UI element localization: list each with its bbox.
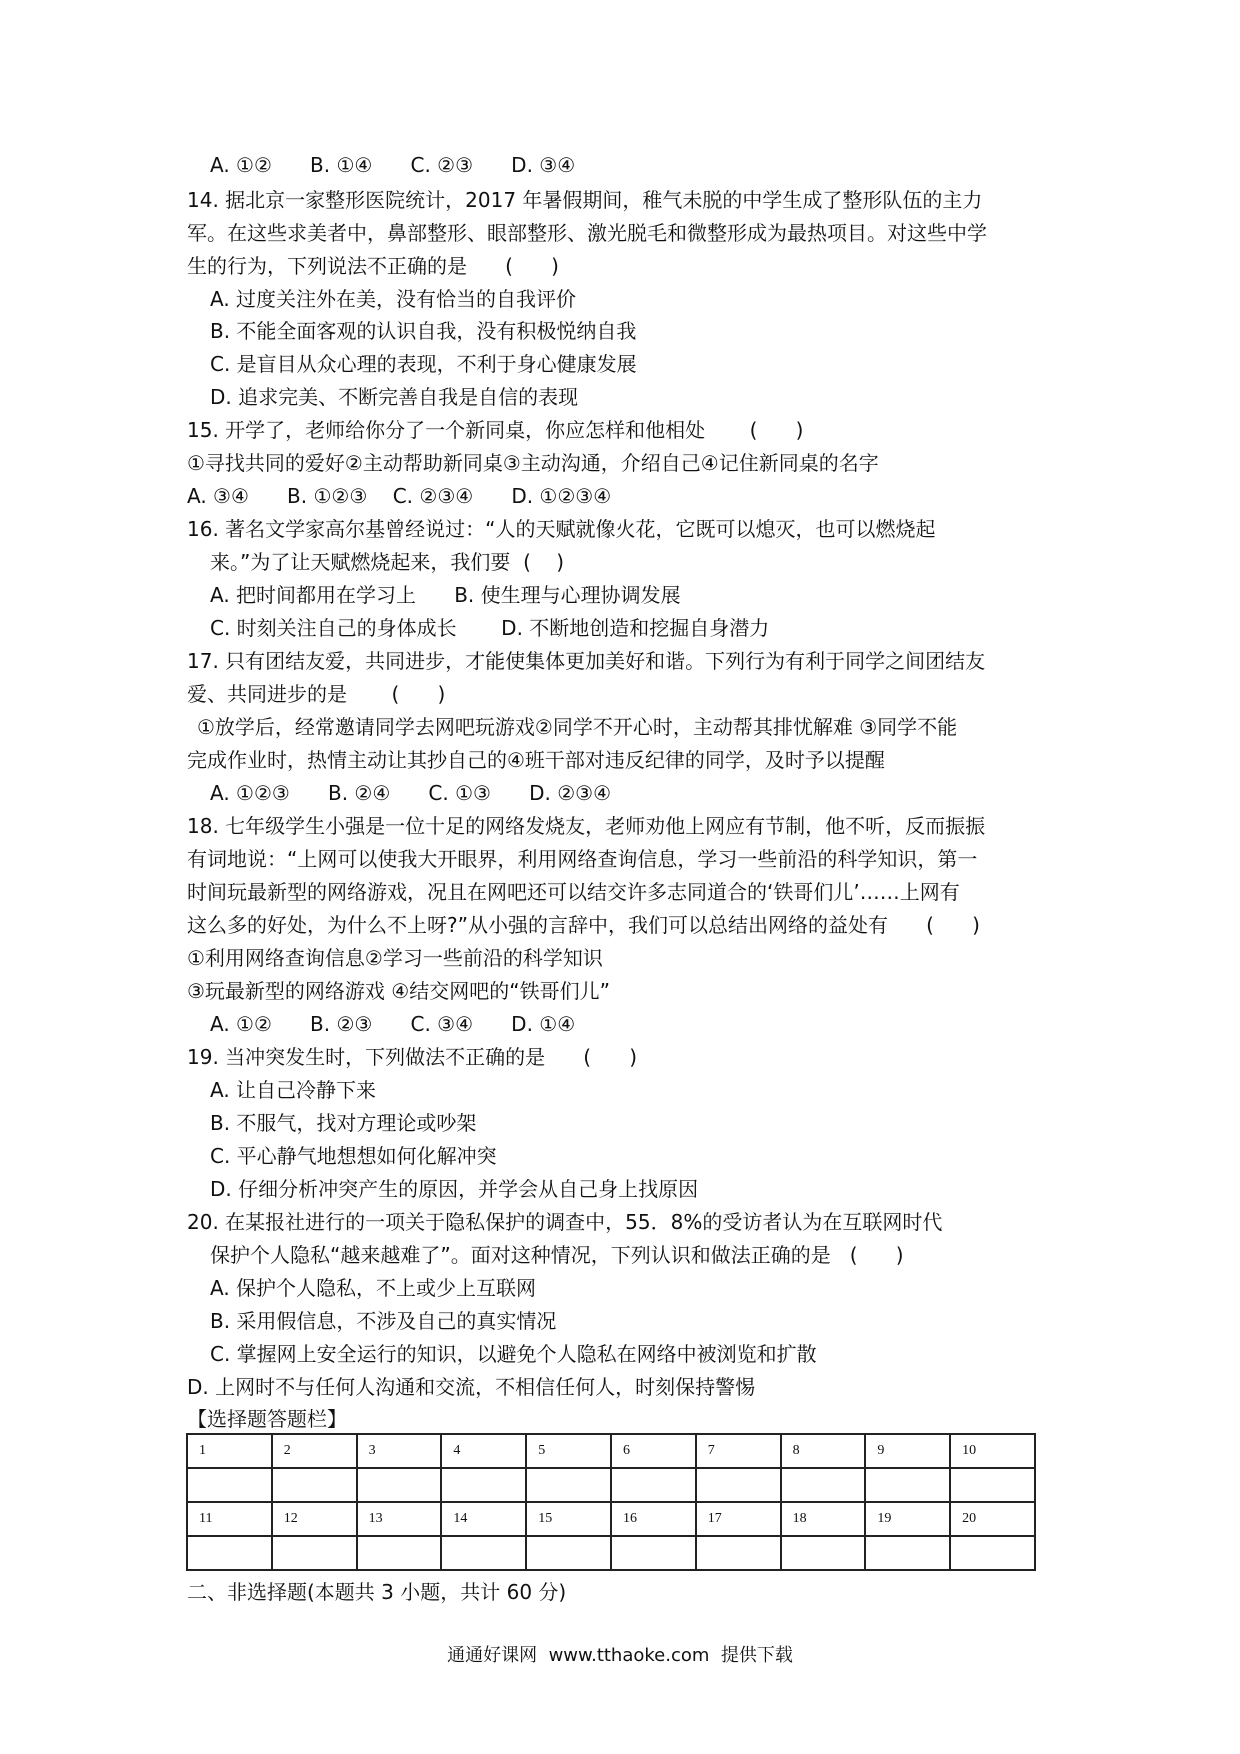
q14-option-b: B. 不能全面客观的认识自我，没有积极悦纳自我 — [210, 319, 637, 343]
answer-number-cell: 7 — [696, 1434, 781, 1468]
answer-blank-cell[interactable] — [272, 1468, 357, 1502]
q13-options: A. ①② B. ①④ C. ②③ D. ③④ — [210, 153, 576, 177]
q16-options-2: C. 时刻关注自己的身体成长 D. 不断地创造和挖掘自身潜力 — [210, 616, 770, 640]
q20-option-d: D. 上网时不与任何人沟通和交流，不相信任何人，时刻保持警惕 — [187, 1375, 756, 1399]
q20-stem-1: 20. 在某报社进行的一项关于隐私保护的调查中，55．8%的受访者认为在互联网时代 — [187, 1210, 943, 1234]
answer-number-cell: 10 — [950, 1434, 1035, 1468]
answer-blank-cell[interactable] — [272, 1536, 357, 1570]
answer-blank-cell[interactable] — [865, 1536, 950, 1570]
q14-option-c: C. 是盲目从众心理的表现，不利于身心健康发展 — [210, 352, 637, 376]
answer-blank-cell[interactable] — [357, 1536, 442, 1570]
q19-option-d: D. 仔细分析冲突产生的原因，并学会从自己身上找原因 — [210, 1177, 699, 1201]
answer-blank-cell[interactable] — [526, 1468, 611, 1502]
q16-stem-2: 来。”为了让天赋燃烧起来，我们要 ( ) — [210, 550, 565, 574]
answer-blank-cell[interactable] — [187, 1536, 272, 1570]
answer-blank-cell[interactable] — [187, 1468, 272, 1502]
answer-number-cell: 14 — [441, 1502, 526, 1536]
q20-option-b: B. 采用假信息，不涉及自己的真实情况 — [210, 1309, 557, 1333]
answer-number-cell: 18 — [781, 1502, 866, 1536]
q15-stem: 15. 开学了，老师给你分了一个新同桌，你应怎样和他相处 ( ) — [187, 418, 804, 442]
answer-blank-cell[interactable] — [950, 1468, 1035, 1502]
q17-items-1: ①放学后，经常邀请同学去网吧玩游戏②同学不开心时，主动帮其排忧解难 ③同学不能 — [197, 715, 958, 739]
answer-number-cell: 5 — [526, 1434, 611, 1468]
q19-stem: 19. 当冲突发生时，下列做法不正确的是 ( ) — [187, 1045, 638, 1069]
q19-option-c: C. 平心静气地想想如何化解冲突 — [210, 1144, 497, 1168]
q14-option-d: D. 追求完美、不断完善自我是自信的表现 — [210, 385, 579, 409]
answer-number-cell: 11 — [187, 1502, 272, 1536]
answer-blank-cell[interactable] — [441, 1536, 526, 1570]
answer-table — [186, 1433, 1036, 1571]
q17-stem-2: 爱、共同进步的是 ( ) — [187, 682, 446, 706]
answer-blank-cell[interactable] — [950, 1536, 1035, 1570]
q19-option-b: B. 不服气，找对方理论或吵架 — [210, 1111, 477, 1135]
answer-number-cell: 16 — [611, 1502, 696, 1536]
q14-stem-2: 军。在这些求美者中，鼻部整形、眼部整形、激光脱毛和微整形成为最热项目。对这些中学 — [187, 221, 987, 245]
q20-option-a: A. 保护个人隐私，不上或少上互联网 — [210, 1276, 537, 1300]
q17-items-2: 完成作业时，热情主动让其抄自己的④班干部对违反纪律的同学，及时予以提醒 — [187, 748, 885, 772]
footer-watermark: 通通好课网 www.tthaoke.com 提供下载 — [447, 1645, 793, 1666]
answer-blank-cell[interactable] — [526, 1536, 611, 1570]
q14-option-a: A. 过度关注外在美，没有恰当的自我评价 — [210, 287, 577, 311]
answer-blank-row — [187, 1468, 1035, 1502]
answer-blank-cell[interactable] — [781, 1536, 866, 1570]
answer-number-cell: 9 — [865, 1434, 950, 1468]
answer-number-cell: 19 — [865, 1502, 950, 1536]
q18-stem-3: 时间玩最新型的网络游戏，况且在网吧还可以结交许多志同道合的‘铁哥们儿’……上网有 — [187, 880, 960, 904]
answer-blank-cell[interactable] — [357, 1468, 442, 1502]
answer-blank-cell[interactable] — [865, 1468, 950, 1502]
q18-stem-2: 有词地说：“上网可以使我大开眼界，利用网络查询信息，学习一些前沿的科学知识，第一 — [187, 847, 978, 871]
answer-number-cell: 8 — [781, 1434, 866, 1468]
q17-options: A. ①②③ B. ②④ C. ①③ D. ②③④ — [210, 781, 612, 805]
answer-blank-cell[interactable] — [441, 1468, 526, 1502]
answer-number-cell: 4 — [441, 1434, 526, 1468]
q14-stem-3: 生的行为，下列说法不正确的是 ( ) — [187, 254, 559, 278]
answer-number-row — [187, 1434, 1035, 1468]
answer-blank-cell[interactable] — [696, 1468, 781, 1502]
q15-items: ①寻找共同的爱好②主动帮助新同桌③主动沟通，介绍自己④记住新同桌的名字 — [187, 451, 879, 475]
q16-stem-1: 16. 著名文学家高尔基曾经说过：“人的天赋就像火花，它既可以熄灭，也可以燃烧起 — [187, 517, 936, 541]
answer-number-cell: 13 — [357, 1502, 442, 1536]
q15-options: A. ③④ B. ①②③ C. ②③④ D. ①②③④ — [187, 484, 612, 508]
answer-number-cell: 3 — [357, 1434, 442, 1468]
answer-blank-cell[interactable] — [611, 1536, 696, 1570]
answer-number-cell: 15 — [526, 1502, 611, 1536]
answer-number-cell: 17 — [696, 1502, 781, 1536]
q14-stem-1: 14. 据北京一家整形医院统计，2017 年暑假期间，稚气未脱的中学生成了整形队伍的主力 — [187, 188, 983, 212]
q18-items-1: ①利用网络查询信息②学习一些前沿的科学知识 — [187, 946, 603, 970]
q17-stem-1: 17. 只有团结友爱，共同进步，才能使集体更加美好和谐。下列行为有利于同学之间团结友 — [187, 649, 986, 673]
q20-stem-2: 保护个人隐私“越来越难了”。面对这种情况，下列认识和做法正确的是 ( ) — [210, 1243, 904, 1267]
q18-items-2: ③玩最新型的网络游戏 ④结交网吧的“铁哥们儿” — [187, 979, 610, 1003]
answer-number-cell: 1 — [187, 1434, 272, 1468]
answer-blank-cell[interactable] — [696, 1536, 781, 1570]
answer-bar-title: 【选择题答题栏】 — [187, 1407, 347, 1431]
answer-number-cell: 2 — [272, 1434, 357, 1468]
answer-blank-cell[interactable] — [781, 1468, 866, 1502]
q18-stem-1: 18. 七年级学生小强是一位十足的网络发烧友，老师劝他上网应有节制，他不听，反而振振 — [187, 814, 986, 838]
q20-option-c: C. 掌握网上安全运行的知识，以避免个人隐私在网络中被浏览和扩散 — [210, 1342, 817, 1366]
answer-number-cell: 12 — [272, 1502, 357, 1536]
section-2-heading: 二、非选择题(本题共 3 小题，共计 60 分) — [187, 1580, 567, 1604]
answer-number-cell: 6 — [611, 1434, 696, 1468]
q18-stem-4: 这么多的好处，为什么不上呀?”从小强的言辞中，我们可以总结出网络的益处有 ( ) — [187, 913, 980, 937]
answer-blank-row — [187, 1536, 1035, 1570]
q19-option-a: A. 让自己冷静下来 — [210, 1078, 377, 1102]
answer-number-cell: 20 — [950, 1502, 1035, 1536]
q18-options: A. ①② B. ②③ C. ③④ D. ①④ — [210, 1012, 576, 1036]
answer-number-row — [187, 1502, 1035, 1536]
q16-options-1: A. 把时间都用在学习上 B. 使生理与心理协调发展 — [210, 583, 681, 607]
answer-blank-cell[interactable] — [611, 1468, 696, 1502]
